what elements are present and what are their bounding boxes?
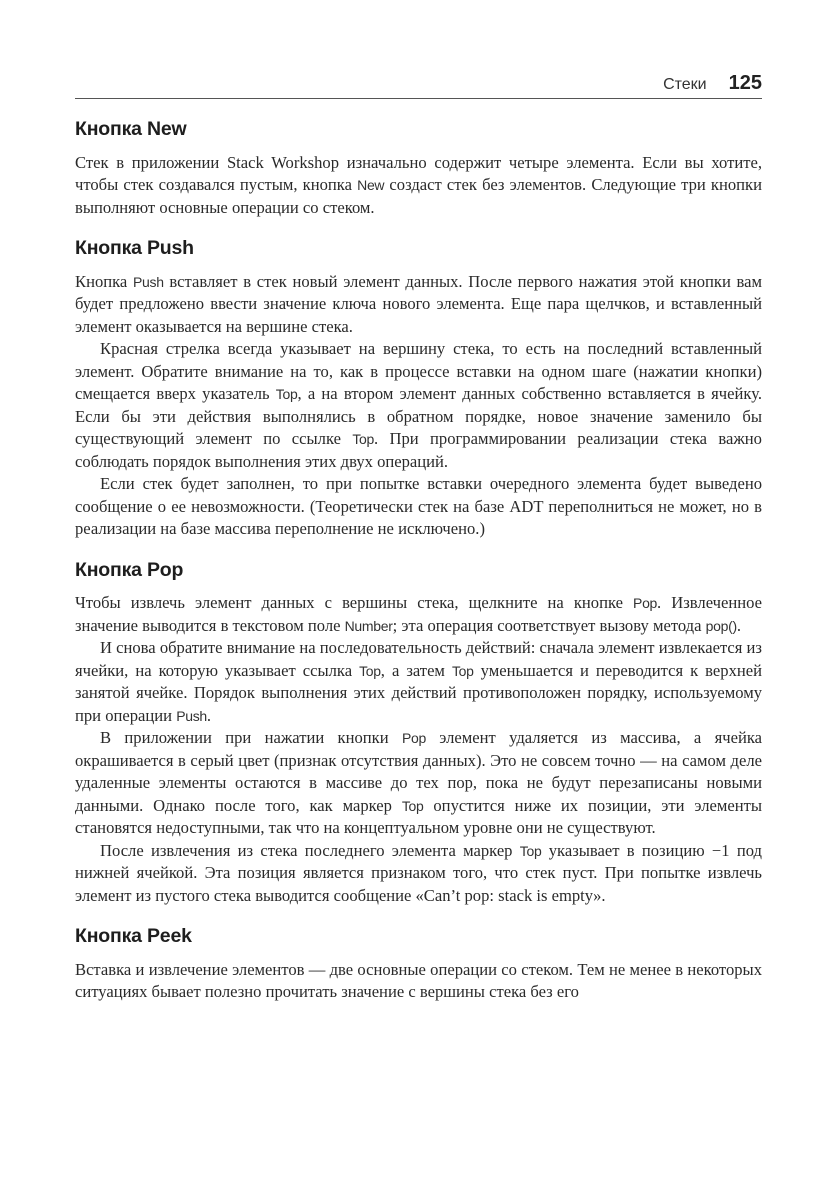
- text-run: .: [736, 615, 741, 635]
- inline-code: Top: [352, 431, 375, 447]
- text-run: вставляет в стек новый элемент данных. После первого нажатия этой кнопки вам будет предложено ввести значение ключа нового элемента. Еще пара щелчков, и вставленный элемент оказывается на вершине стека.: [75, 271, 763, 336]
- text-run: указывает в позицию −1 под нижней ячейкой. Эта позиция является признаком того, что стек пуст. При попытке извлечь элемент из пустого стека выводится сообщение «Can’t pop: stack is empty».: [75, 840, 762, 905]
- inline-code: New: [357, 177, 385, 193]
- inline-code: Push: [133, 273, 164, 290]
- inline-code: Push: [176, 707, 207, 724]
- paragraph: [75, 592, 762, 637]
- running-title: Стеки: [663, 76, 707, 93]
- inline-code: Top: [519, 842, 542, 859]
- text-run: Кнопка: [75, 271, 134, 291]
- section-heading: Кнопка Push: [75, 237, 194, 259]
- text-run: . При программировании реализации стека важно соблюдать порядок выполнения этих двух операций.: [75, 429, 762, 471]
- section-push-button: [75, 237, 762, 541]
- inline-code: Top: [359, 662, 381, 679]
- section-pop-button: [75, 559, 762, 908]
- paragraph: Вставка и извлечение элементов — две основные операции со стеком. Тем не менее в некоторых ситуациях бывает полезно прочитать значение с вершины стека без его: [75, 959, 762, 1001]
- text-run: ; эта операция соответствует вызову метода: [392, 615, 706, 635]
- paragraph: [75, 637, 762, 727]
- text-run: В приложении при нажатии кнопки: [100, 728, 402, 747]
- text-run: И снова обратите внимание на последовательность действий: сначала элемент извлекается из ячейки, на которую указывает ссылка: [75, 638, 762, 680]
- paragraph: [75, 727, 762, 840]
- text-run: уменьшается и переводится к верхней занятой ячейке. Порядок выполнения этих действий противоположен порядку, используемому при операции: [75, 660, 762, 725]
- inline-code: Top: [401, 797, 424, 814]
- text-run: . Извлеченное значение выводится в текстовом поле: [75, 593, 762, 635]
- text-run: , а на втором элемент данных собственно вставляется в ячейку. Если бы эти действия выполнялись в обратном порядке, новое значение заменило бы существующий элемент по ссылке: [75, 384, 762, 448]
- text-run: опустится ниже их позиции, эти элементы становятся недоступными, так что на концептуальном уровне они не существуют.: [75, 795, 762, 837]
- text-run: создаст стек без элементов. Следующие три кнопки выполняют основные операции со стеком.: [75, 175, 762, 217]
- page-content: [75, 118, 762, 1022]
- inline-code: pop(): [705, 617, 737, 634]
- inline-code: Pop: [633, 595, 658, 611]
- section-peek-button: [75, 925, 762, 1004]
- page-header: [75, 72, 762, 99]
- inline-code: Top: [275, 386, 298, 402]
- text-run: Стек в приложении Stack Workshop изначально содержит четыре элемента. Если вы хотите, чтобы стек создавался пустым, кнопка: [75, 152, 762, 194]
- inline-code: Pop: [401, 730, 426, 746]
- section-heading: Кнопка Pop: [75, 558, 184, 581]
- section-new-button: [75, 118, 762, 219]
- text-run: , а затем: [380, 660, 452, 680]
- paragraph: [75, 338, 762, 473]
- paragraph: [75, 271, 762, 339]
- paragraph: [75, 840, 762, 908]
- text-run: элемент удаляется из массива, а ячейка окрашивается в серый цвет (признак отсутствия данных). Это не совсем точно — на самом деле удаленные элементы остаются в массиве до тех пор, пока не будут перезаписаны новыми данными. Однако после того, как маркер: [75, 728, 763, 815]
- paragraph: Если стек будет заполнен, то при попытке вставки очередного элемента будет выведено сообщение о ее невозможности. (Теоретически стек на базе ADT переполниться не может, но в реализации на базе массива переполнение не исключено.): [75, 474, 762, 538]
- section-heading: Кнопка New: [75, 118, 187, 140]
- text-run: После извлечения из стека последнего элемента маркер: [100, 840, 520, 860]
- inline-code: Number: [344, 617, 393, 634]
- section-heading: Кнопка Peek: [75, 925, 192, 947]
- page-number: 125: [728, 72, 762, 94]
- text-run: Красная стрелка всегда указывает на вершину стека, то есть на последний вставленный элемент. Обратите внимание на то, как в процессе вставки на одном шаге (нажатии кнопки) смещается вверх указатель: [75, 339, 762, 403]
- inline-code: Top: [451, 662, 474, 679]
- paragraph: [75, 152, 762, 220]
- text-run: .: [206, 705, 212, 725]
- text-run: Чтобы извлечь элемент данных с вершины стека, щелкните на кнопке: [75, 593, 634, 612]
